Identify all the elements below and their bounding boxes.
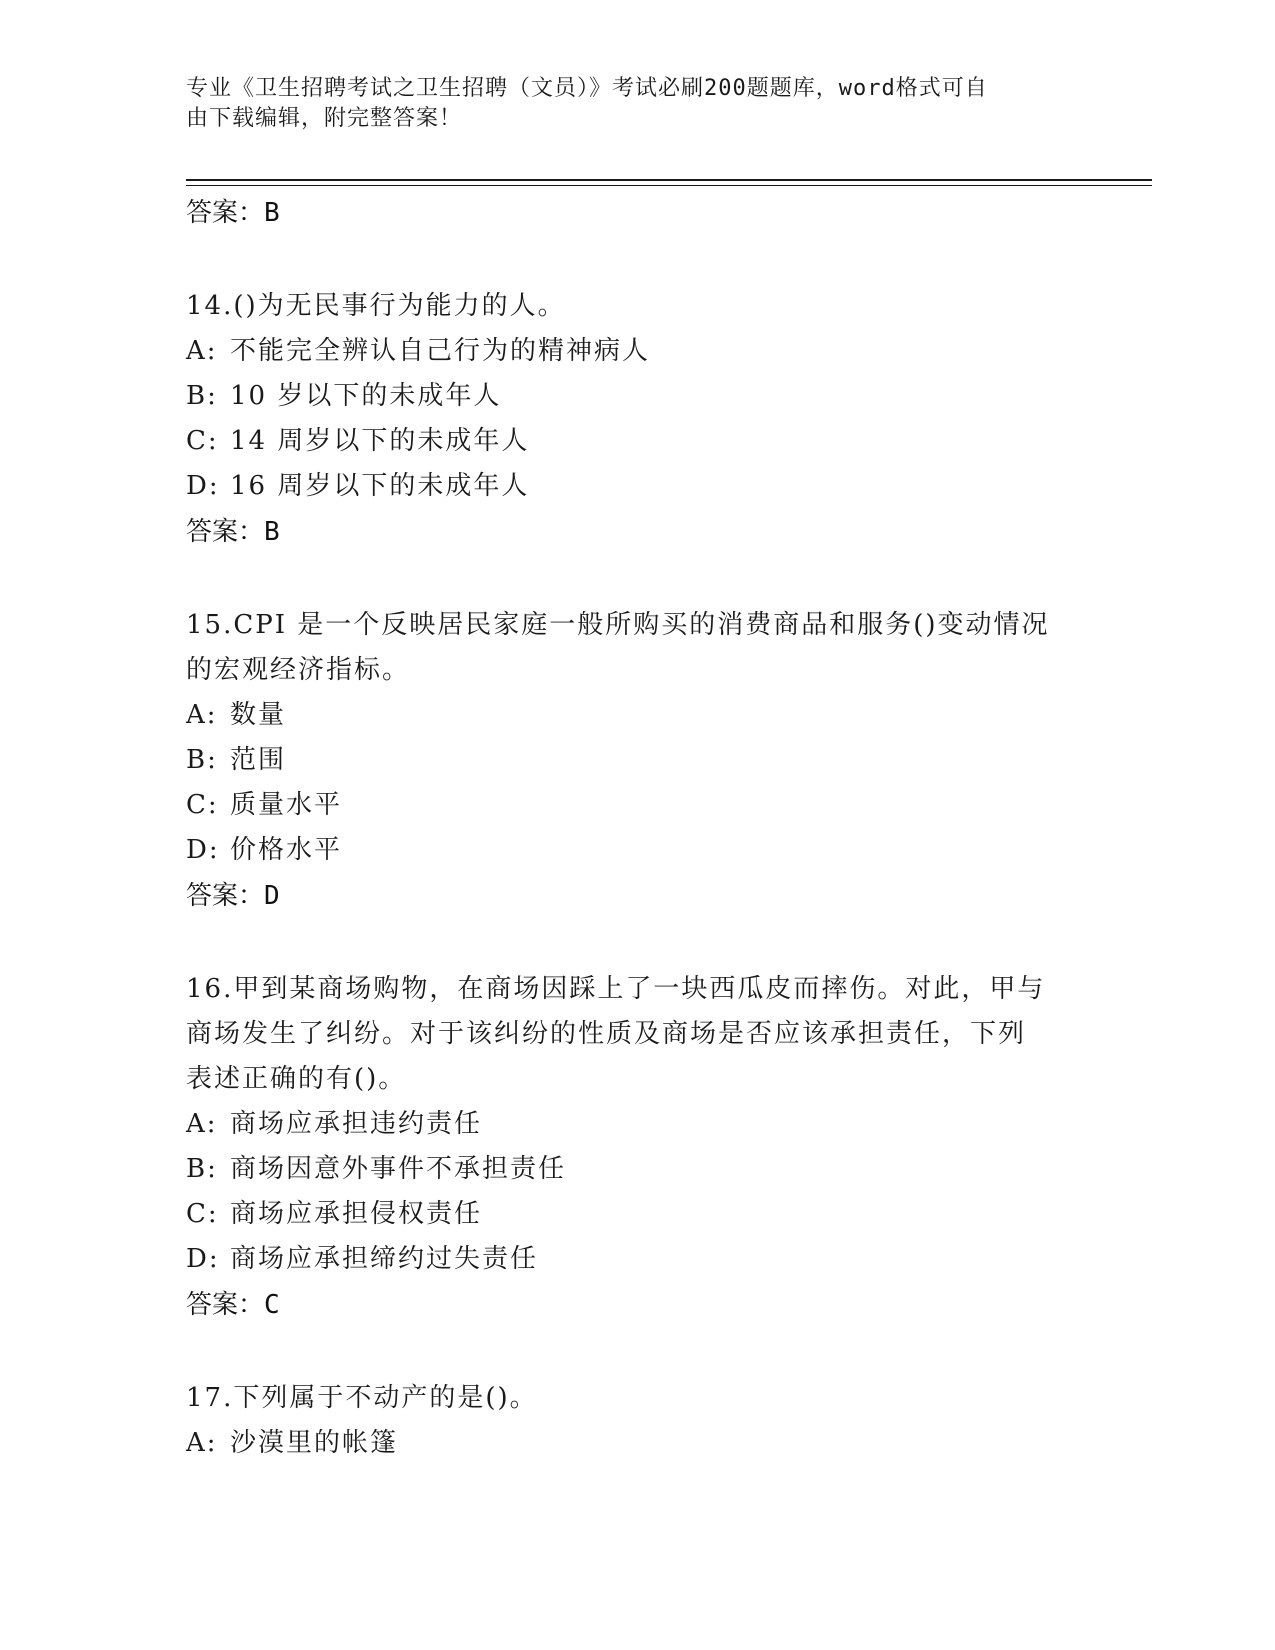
option-b (186, 738, 1086, 783)
header-rule-thick (186, 179, 1152, 181)
option-a (186, 1421, 1086, 1466)
header-line-2: 由下载编辑，附完整答案！ (186, 106, 463, 131)
question-stem-line: 16.甲到某商场购物，在商场因踩上了一块西瓜皮而摔伤。对此，甲与 (186, 974, 1046, 1004)
answer-label: 答案： (186, 198, 265, 228)
option-a (186, 329, 1086, 374)
answer-line (186, 190, 1086, 236)
option-d (186, 464, 1086, 509)
option-letter: A: (186, 1428, 218, 1458)
option-letter: C: (186, 1199, 219, 1229)
option-c (186, 1192, 1086, 1237)
option-c (186, 783, 1086, 828)
option-a (186, 1102, 1086, 1147)
option-text: 商场应承担侵权责任 (230, 1199, 483, 1229)
option-letter: B: (186, 381, 218, 411)
answer-label: 答案： (186, 517, 265, 547)
option-b (186, 1147, 1086, 1192)
question-stem: 14.()为无民事行为能力的人。 (186, 291, 566, 321)
option-text: 16 周岁以下的未成年人 (230, 471, 530, 501)
question-stem-line: 15.CPI 是一个反映居民家庭一般所购买的消费商品和服务()变动情况 (186, 610, 1050, 640)
option-letter: C: (186, 790, 219, 820)
option-letter: A: (186, 336, 218, 366)
option-letter: A: (186, 700, 218, 730)
answer-line (186, 873, 1086, 919)
option-letter: D: (186, 835, 220, 865)
option-b (186, 374, 1086, 419)
option-letter: B: (186, 1154, 218, 1184)
answer-value: B (264, 198, 280, 228)
option-letter: A: (186, 1109, 218, 1139)
option-a (186, 693, 1086, 738)
option-text: 质量水平 (230, 790, 343, 820)
option-letter: B: (186, 745, 218, 775)
header-line-1: 专业《卫生招聘考试之卫生招聘（文员）》考试必刷200题题库，word格式可自 (186, 76, 988, 101)
answer-label: 答案： (186, 881, 265, 911)
question-block (186, 284, 1086, 555)
answer-value: C (264, 1290, 280, 1320)
question-stem-line: 的宏观经济指标。 (186, 655, 411, 685)
answer-label: 答案： (186, 1290, 265, 1320)
option-text: 商场因意外事件不承担责任 (230, 1154, 567, 1184)
header-rule-thin (186, 185, 1152, 186)
answer-value: B (264, 517, 280, 547)
option-text: 范围 (230, 745, 287, 775)
option-letter: C: (186, 426, 219, 456)
option-text: 数量 (230, 700, 287, 730)
option-d (186, 1237, 1086, 1282)
question-block (186, 967, 1086, 1328)
question-block (186, 603, 1086, 919)
answer-line (186, 509, 1086, 555)
option-text: 商场应承担缔约过失责任 (230, 1244, 539, 1274)
option-d (186, 828, 1086, 873)
option-text: 商场应承担违约责任 (230, 1109, 483, 1139)
question-stem: 17.下列属于不动产的是()。 (186, 1383, 538, 1413)
question-stem-line: 商场发生了纠纷。对于该纠纷的性质及商场是否应该承担责任，下列 (186, 1019, 1027, 1049)
question-block (186, 1376, 1086, 1466)
option-text: 沙漠里的帐篷 (230, 1428, 399, 1458)
option-text: 价格水平 (230, 835, 343, 865)
option-text: 14 周岁以下的未成年人 (230, 426, 530, 456)
document-header (186, 74, 1066, 134)
option-letter: D: (186, 1244, 220, 1274)
option-c (186, 419, 1086, 464)
option-letter: D: (186, 471, 220, 501)
answer-value: D (264, 881, 280, 911)
option-text: 不能完全辨认自己行为的精神病人 (230, 336, 651, 366)
answer-line (186, 1282, 1086, 1328)
option-text: 10 岁以下的未成年人 (230, 381, 502, 411)
document-body (186, 190, 1086, 1466)
question-stem-line: 表述正确的有()。 (186, 1064, 407, 1094)
